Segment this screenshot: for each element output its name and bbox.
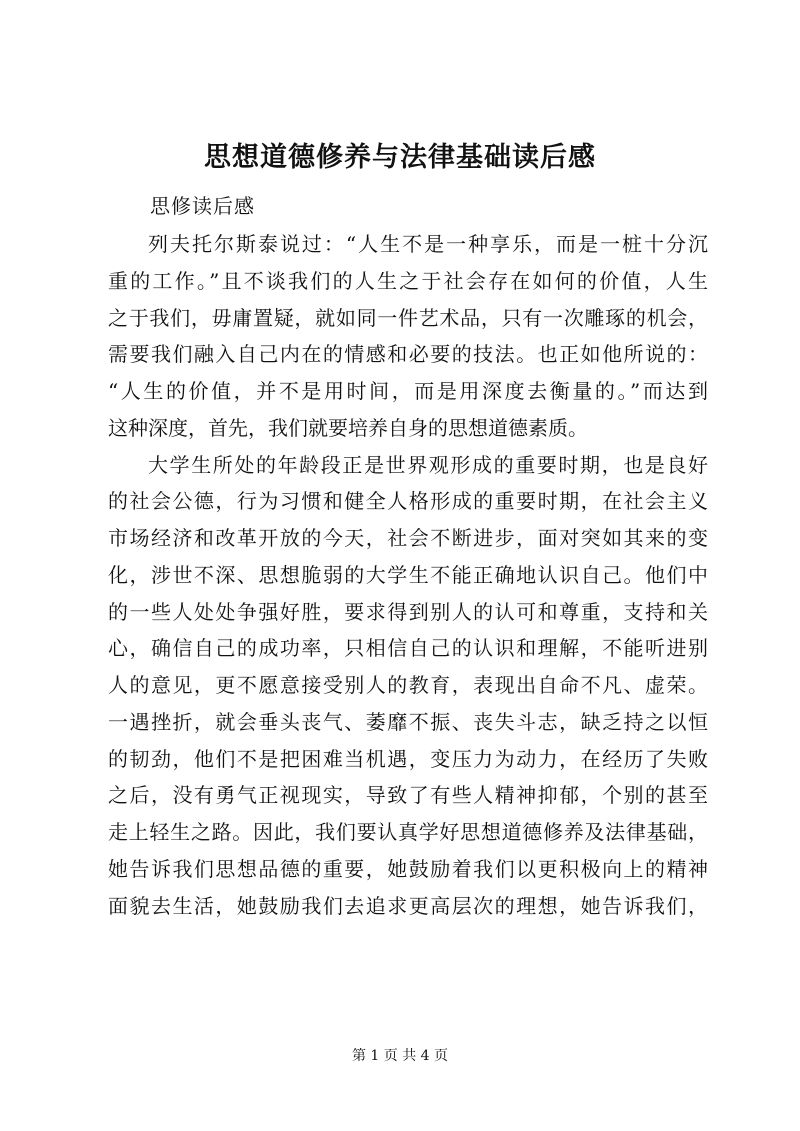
paragraph-2-line-4: 化，涉世不深、思想脆弱的大学生不能正确地认识自己。他们中 [108, 562, 708, 587]
paragraph-2-line-8: 一遇挫折，就会垂头丧气、萎靡不振、丧失斗志，缺乏持之以恒 [108, 709, 708, 734]
paragraph-1-line-1: 列夫托尔斯泰说过：“人生不是一种享乐，而是一桩十分沉 [148, 232, 708, 256]
paragraph-2-line-7: 人的意见，更不愿意接受别人的教育，表现出自命不凡、虚荣。 [108, 673, 708, 697]
body-text [108, 226, 708, 924]
document-subtitle: 思修读后感 [150, 194, 255, 218]
paragraph-2-line-2: 的社会公德，行为习惯和健全人格形成的重要时期，在社会主义 [108, 489, 708, 514]
paragraph-2-line-9: 的韧劲，他们不是把困难当机遇，变压力为动力，在经历了失败 [108, 746, 708, 771]
paragraph-2-line-10: 之后，没有勇气正视现实，导致了有些人精神抑郁，个别的甚至 [108, 783, 708, 808]
page-footer: 第 1 页 共 4 页 [351, 1048, 449, 1064]
paragraph-2-line-1: 大学生所处的年龄段正是世界观形成的重要时期，也是良好 [148, 452, 708, 477]
paragraph-1-line-6: 这种深度，首先，我们就要培养自身的思想道德素质。 [108, 415, 588, 440]
paragraph-2-line-5: 的一些人处处争强好胜，要求得到别人的认可和尊重，支持和关 [108, 599, 708, 624]
paragraph-2-line-6: 心，确信自己的成功率，只相信自己的认识和理解，不能听进别 [108, 636, 708, 661]
paragraph-1-line-2: 重的工作。”且不谈我们的人生之于社会存在如何的价值，人生 [108, 268, 708, 293]
paragraph-1-line-5: “人生的价值，并不是用时间，而是用深度去衡量的。”而达到 [108, 379, 708, 403]
paragraph-1-line-4: 需要我们融入自己内在的情感和必要的技法。也正如他所说的： [108, 342, 708, 367]
paragraph-2-line-3: 市场经济和改革开放的今天，社会不断进步，面对突如其来的变 [108, 526, 708, 550]
paragraph-1-line-3: 之于我们，毋庸置疑，就如同一件艺术品，只有一次雕琢的机会， [108, 305, 708, 330]
paragraph-2-line-12: 她告诉我们思想品德的重要，她鼓励着我们以更积极向上的精神 [108, 856, 708, 881]
paragraph-2-line-13: 面貌去生活，她鼓励我们去追求更高层次的理想，她告诉我们， [108, 893, 708, 918]
paragraph-2-line-11: 走上轻生之路。因此，我们要认真学好思想道德修养及法律基础， [108, 820, 708, 844]
page-title: 思想道德修养与法律基础读后感 [204, 142, 596, 173]
